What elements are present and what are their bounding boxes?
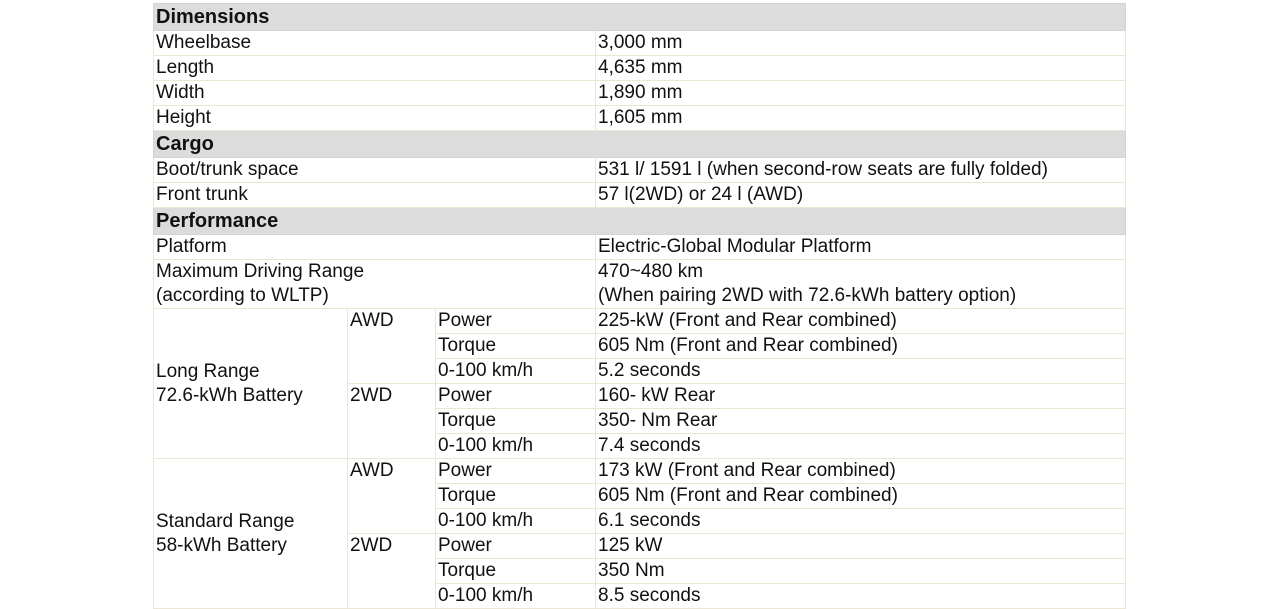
section-title: Performance <box>154 208 1126 235</box>
spec-row-length <box>154 56 1126 81</box>
spec-table <box>153 3 1126 609</box>
spec-row-width <box>154 81 1126 106</box>
range-label-line2: (according to WLTP) <box>156 285 329 306</box>
spec-label: Platform <box>154 235 596 260</box>
metric-label: Power <box>436 309 596 334</box>
spec-row-frunk <box>154 183 1126 208</box>
spec-row-range <box>154 260 1126 309</box>
battery-name-line2: 58-kWh Battery <box>156 534 287 556</box>
spec-value: 1,890 mm <box>596 81 1126 106</box>
metric-label: 0-100 km/h <box>436 434 596 459</box>
metric-label: Torque <box>436 334 596 359</box>
spec-value: 605 Nm (Front and Rear combined) <box>596 484 1126 509</box>
spec-label: Length <box>154 56 596 81</box>
section-title: Dimensions <box>154 4 1126 31</box>
metric-label: 0-100 km/h <box>436 509 596 534</box>
section-header-cargo <box>154 131 1126 158</box>
spec-value: 531 l/ 1591 l (when second-row seats are fully folded) <box>596 158 1126 183</box>
spec-value: 160- kW Rear <box>596 384 1126 409</box>
spec-value: 173 kW (Front and Rear combined) <box>596 459 1126 484</box>
range-value-line2: (When pairing 2WD with 72.6-kWh battery option) <box>598 285 1017 306</box>
spec-value: Electric-Global Modular Platform <box>596 235 1126 260</box>
spec-value <box>596 260 1126 309</box>
range-value-line1: 470~480 km <box>598 261 704 282</box>
spec-value: 6.1 seconds <box>596 509 1126 534</box>
metric-label: Power <box>436 459 596 484</box>
spec-value: 125 kW <box>596 534 1126 559</box>
spec-sheet <box>153 3 1125 609</box>
battery-label-standard-range <box>154 459 348 609</box>
spec-value: 350- Nm Rear <box>596 409 1126 434</box>
spec-value: 605 Nm (Front and Rear combined) <box>596 334 1126 359</box>
battery-name-line1: Long Range <box>156 360 260 382</box>
metric-label: Torque <box>436 484 596 509</box>
spec-value: 3,000 mm <box>596 31 1126 56</box>
spec-row-sr-awd-power <box>154 459 1126 484</box>
spec-label <box>154 260 596 309</box>
spec-value: 7.4 seconds <box>596 434 1126 459</box>
spec-label: Boot/trunk space <box>154 158 596 183</box>
section-header-dimensions <box>154 4 1126 31</box>
spec-row-lr-awd-power <box>154 309 1126 334</box>
battery-label-long-range <box>154 309 348 459</box>
metric-label: Power <box>436 384 596 409</box>
spec-row-height <box>154 106 1126 131</box>
spec-value: 5.2 seconds <box>596 359 1126 384</box>
spec-row-platform <box>154 235 1126 260</box>
spec-value: 57 l(2WD) or 24 l (AWD) <box>596 183 1126 208</box>
battery-name-line2: 72.6-kWh Battery <box>156 384 303 406</box>
spec-row-wheelbase <box>154 31 1126 56</box>
metric-label: Power <box>436 534 596 559</box>
drive-label: 2WD <box>348 534 436 609</box>
metric-label: 0-100 km/h <box>436 359 596 384</box>
battery-name-line1: Standard Range <box>156 510 295 532</box>
metric-label: 0-100 km/h <box>436 584 596 609</box>
spec-row-boot <box>154 158 1126 183</box>
drive-label: AWD <box>348 459 436 534</box>
range-label-line1: Maximum Driving Range <box>156 261 365 282</box>
drive-label: AWD <box>348 309 436 384</box>
spec-label: Front trunk <box>154 183 596 208</box>
spec-value: 350 Nm <box>596 559 1126 584</box>
spec-value: 8.5 seconds <box>596 584 1126 609</box>
spec-label: Width <box>154 81 596 106</box>
spec-label: Wheelbase <box>154 31 596 56</box>
drive-label: 2WD <box>348 384 436 459</box>
metric-label: Torque <box>436 409 596 434</box>
section-header-performance <box>154 208 1126 235</box>
spec-value: 1,605 mm <box>596 106 1126 131</box>
section-title: Cargo <box>154 131 1126 158</box>
metric-label: Torque <box>436 559 596 584</box>
spec-value: 4,635 mm <box>596 56 1126 81</box>
spec-value: 225-kW (Front and Rear combined) <box>596 309 1126 334</box>
spec-label: Height <box>154 106 596 131</box>
